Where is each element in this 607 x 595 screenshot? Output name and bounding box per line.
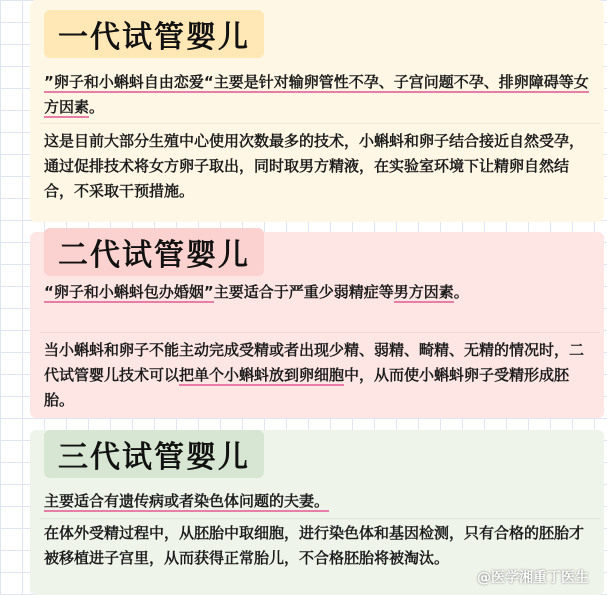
section-3-intro: [44, 489, 592, 514]
section-2-divider: [40, 332, 600, 333]
section-3-desc: 在体外受精过程中，从胚胎中取细胞，进行染色体和基因检测，只有合格的胚胎才被移植进子宫里，从而获得正常胎儿，不合格胚胎将被淘汰。: [44, 524, 585, 567]
section-2-desc-pre: 当小蝌蚪和卵子不能主动完成受精或者出现少精、弱精、畸精、无精的情况时，二代试管婴儿技术可以: [44, 341, 585, 384]
section-2-intro: [44, 280, 592, 305]
section-1-emphasis: 女方因素: [44, 73, 589, 116]
section-2-emphasis: 男方因素: [393, 283, 454, 301]
section-2-desc: [44, 338, 592, 413]
section-1-intro: [44, 70, 592, 120]
section-1-quote: ”卵子和小蝌蚪自由恋爱“: [44, 73, 214, 91]
section-2-desc-highlight: 把单个小蝌蚪放到卵细胞: [179, 366, 345, 384]
section-2-title: 二代试管婴儿: [44, 228, 264, 276]
section-1-title: 一代试管婴儿: [44, 10, 264, 58]
section-3-divider: [40, 518, 600, 519]
section-1-desc: 这是目前大部分生殖中心使用次数最多的技术，小蝌蚪和卵子结合接近自然受孕，通过促排技术将女方卵子取出，同时取男方精液，在实验室环境下让精卵自然结合，不采取干预措施。: [44, 132, 585, 200]
section-2-intro-end: 。: [453, 283, 469, 301]
section-1-intro-body: 主要是针对输卵管性不孕、子宫问题不孕、排卵障碍等: [213, 73, 574, 91]
watermark: @医学湘重丁医生: [477, 570, 589, 586]
section-3-title: 三代试管婴儿: [44, 430, 264, 478]
section-2-intro-body: 主要适合于严重少弱精症等: [213, 283, 394, 301]
section-1-intro-end: 。: [89, 98, 105, 116]
section-3-intro-body: 主要适合有遗传病或者染色体问题的夫妻。: [44, 492, 330, 510]
section-2-desc-post: 中，从而使小蝌蚪卵子受精形成胚胎。: [44, 366, 570, 409]
section-2-quote: “卵子和小蝌蚪包办婚姻”: [44, 283, 214, 301]
section-1-divider: [40, 123, 600, 124]
